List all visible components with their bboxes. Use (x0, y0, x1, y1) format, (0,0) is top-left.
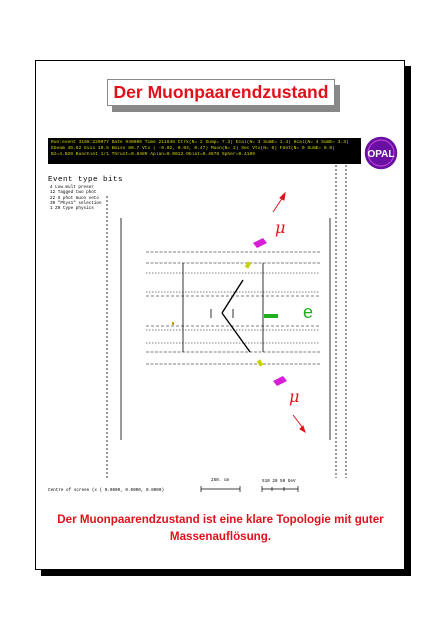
length-scale-bar (201, 486, 240, 492)
muon-tracks (222, 280, 250, 352)
opal-logo-text: OPAL (367, 149, 395, 160)
event-bits-title: Event type bits (48, 176, 124, 184)
event-bit-item: 4 Low mult preser (50, 185, 94, 190)
energy-scale-label: 510 20 50 GeV (262, 479, 296, 484)
electron-deposit (264, 314, 278, 318)
muon-label-upper: μ (275, 218, 286, 237)
muon-arrow-upper (273, 193, 285, 212)
event-bit-item: 30 "Phys1" selection (50, 200, 102, 206)
electron-label: e (303, 302, 314, 322)
header-line-2: Ebeam 45.62 Evis 10.5 Emiss 80.7 Vtx ( -0.02, 0.04, 0.47) Muon(N= 2) Sec Vtx(N= 0) Fdet(N= 0 SumE= 0.0) (51, 146, 335, 151)
length-scale-label: 250. cm (211, 478, 230, 483)
event-bit-item: 1 Z0 type physics (50, 206, 94, 212)
header-line-3: Bz=4.029 Bunchlet 1/1 Thrust=0.8489 Aplan=0.0012 Oblat=0.4678 Spher=0.4109 (51, 152, 255, 157)
energy-scale-bar (262, 486, 298, 492)
track-hit-lower (257, 359, 263, 366)
centre-of-screen: Centre of screen (x ( 0.0000, 0.0000, 0.0000) (48, 488, 165, 493)
muon-chamber-hit-upper (253, 238, 267, 248)
muon-arrow-lower (293, 415, 305, 432)
slide-title: Der Muonpaarendzustand (107, 79, 335, 106)
slide-caption: Der Muonpaarendzustand ist eine klare Topologie mit guter Massenauflösung. (57, 513, 384, 543)
detector-layers (146, 252, 320, 364)
vertex-hit (172, 322, 174, 325)
muon-chamber-hit-lower (273, 376, 287, 386)
muon-label-lower: μ (289, 387, 300, 406)
event-bit-item: 12 Tagged two phot (50, 190, 97, 196)
event-bit-item: 22 S phot muon veto (50, 195, 99, 201)
track-hit-upper (245, 261, 251, 268)
calorimeter-bars (121, 218, 330, 440)
header-line-1: Run:event 3198:229077 Date 940605 Time 211645 Ctrk(N= 2 Sump= 7.3) Ecal(N= 3 SumE= 1.4) Hcal(N= 4 SumE= 3.3) (51, 140, 349, 145)
